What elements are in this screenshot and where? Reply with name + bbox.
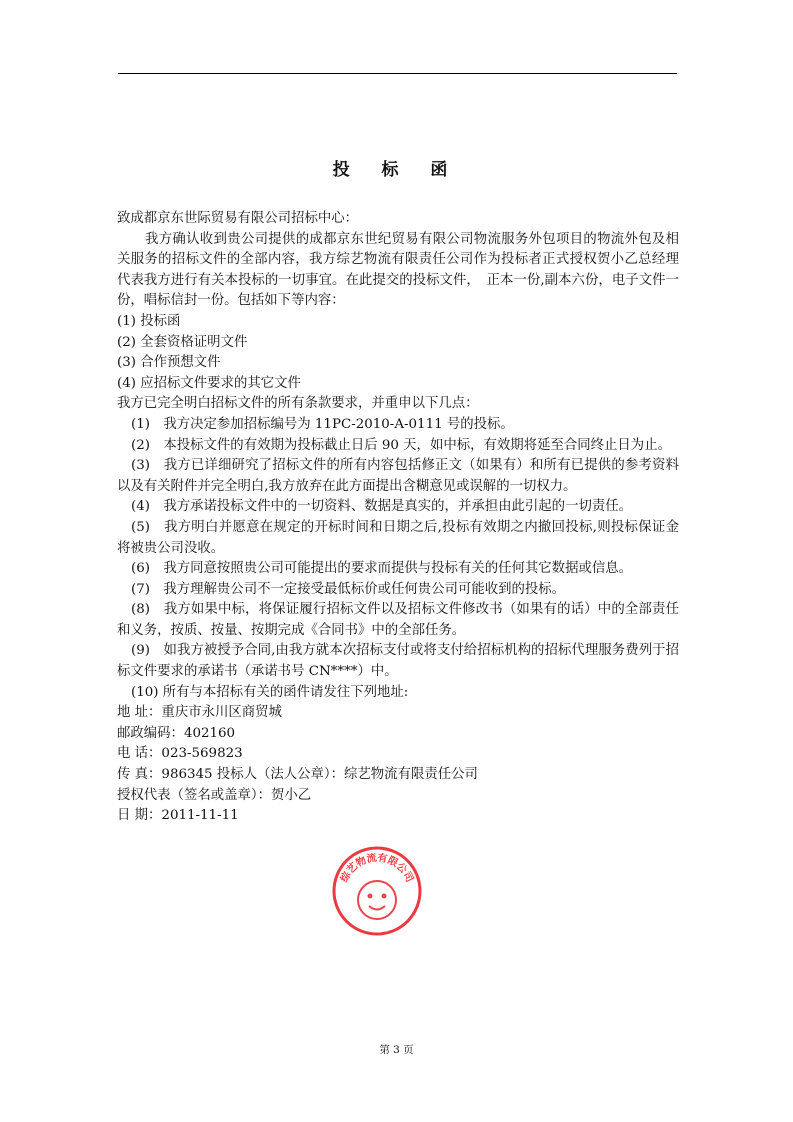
page-number-footer: 第 3 页 [379, 1044, 414, 1056]
header-rule [118, 73, 677, 74]
point-item: (1) 我方决定参加招标编号为 11PC-2010-A-0111 号的投标。 [131, 416, 514, 432]
point-item: (9) 如我方被授予合同,由我方就本次招标支付或将支付给招标机构的招标代理服务费列于招标文件要求的承诺书（承诺书号 CN****）中。 [117, 643, 679, 680]
contact-fax: 传 真：986345 投标人（法人公章）：综艺物流有限责任公司 [117, 767, 478, 783]
company-seal-stamp [331, 845, 423, 937]
point-item: (4) 我方承诺投标文件中的一切资料、数据是真实的，并承担由此引起的一切责任。 [131, 499, 633, 515]
content-item: (2) 全套资格证明文件 [117, 334, 248, 350]
content-item: (1) 投标函 [117, 313, 181, 329]
contact-representative: 授权代表（签名或盖章）：贺小乙 [117, 787, 312, 803]
intro-paragraph: 我方确认收到贵公司提供的成都京东世纪贸易有限公司物流服务外包项目的物流外包及相关服务的招标文件的全部内容，我方综艺物流有限责任公司作为投标者正式授权贺小乙总经理代表我方进行有关本投标的一切事宜。在此提交的投标文件， 正本一份,副本六份，电子文件一份，唱标信封一份。包括如下等内容： [117, 231, 679, 309]
point-item: (5) 我方明白并愿意在规定的开标时间和日期之后,投标有效期之内撤回投标,则投标保证金将被贵公司没收。 [117, 519, 679, 556]
point-item: (3) 我方已详细研究了招标文件的所有内容包括修正文（如果有）和所有已提供的参考资料以及有关附件并完全明白,我方放弃在此方面提出含糊意见或误解的一切权力。 [117, 458, 679, 494]
point-item: (8) 我方如果中标，将保证履行招标文件以及招标文件修改书（如果有的话）中的全部责任和义务，按质、按量、按期完成《合同书》中的全部任务。 [117, 602, 679, 638]
contact-address: 地 址：重庆市永川区商贸城 [117, 705, 282, 721]
point-item: (10) 所有与本招标有关的函件请发往下列地址: [131, 684, 409, 700]
point-item: (2) 本投标文件的有效期为投标截止日后 90 天，如中标，有效期将延至合同终止日为止。 [131, 437, 671, 453]
salutation: 致成都京东世际贸易有限公司招标中心： [117, 211, 359, 226]
point-item: (6) 我方同意按照贵公司可能提出的要求而提供与投标有关的任何其它数据或信息。 [131, 561, 633, 577]
point-item: (7) 我方理解贵公司不一定接受最低标价或任何贵公司可能收到的投标。 [131, 581, 566, 597]
content-item: (4) 应招标文件要求的其它文件 [117, 375, 301, 391]
declaration: 我方已完全明白招标文件的所有条款要求，并重申以下几点： [117, 396, 479, 412]
contact-phone: 电 话：023-569823 [117, 746, 243, 762]
content-item: (3) 合作预想文件 [117, 355, 221, 371]
letter-body [117, 209, 679, 827]
contact-date: 日 期：2011-11-11 [117, 808, 239, 824]
page-title: 投 标 函 [332, 160, 461, 180]
seal-text: 综艺物流有限公司 [339, 852, 415, 885]
contact-postcode: 邮政编码：402160 [117, 725, 236, 741]
